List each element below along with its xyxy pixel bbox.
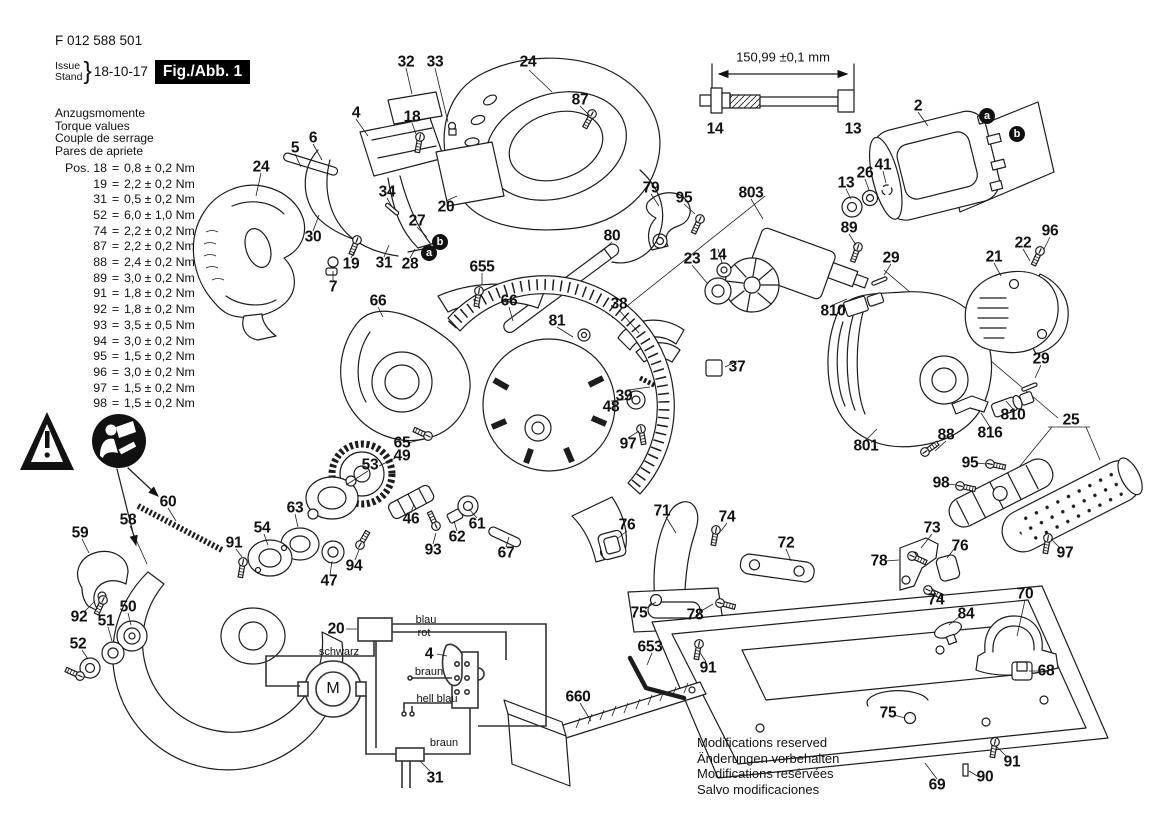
torque-row — [55, 302, 195, 318]
part-callout: 96 — [1041, 222, 1059, 240]
torque-pos: 92 — [93, 302, 107, 317]
part-callout: 816 — [977, 424, 1003, 442]
part-callout: 75 — [879, 704, 897, 722]
part-callout: 48 — [602, 398, 620, 416]
torque-pos: 52 — [93, 207, 107, 222]
part-callout: 78 — [686, 606, 704, 624]
torque-value: 3,0 ± 0,2 Nm — [124, 270, 195, 285]
torque-value: 1,5 ± 0,2 Nm — [124, 396, 195, 411]
torque-eq: = — [111, 192, 120, 207]
torque-eq: = — [111, 176, 120, 191]
torque-row — [55, 334, 195, 350]
torque-eq: = — [111, 286, 120, 301]
torque-value: 1,8 ± 0,2 Nm — [124, 302, 195, 317]
part-callout: 84 — [957, 605, 975, 623]
part-callout: 97 — [1056, 544, 1074, 562]
part-callout: 38 — [610, 295, 628, 313]
part-callout: 62 — [448, 528, 466, 546]
wire-color-label: hell blau — [416, 693, 458, 705]
torque-eq: = — [111, 255, 120, 270]
part-callout: 54 — [253, 519, 271, 537]
torque-eq: = — [111, 349, 120, 364]
brace-glyph: } — [83, 57, 92, 85]
part-callout: 28 — [401, 255, 419, 273]
part-callout: 31 — [375, 254, 393, 272]
torque-rows — [55, 161, 195, 412]
modifications-note — [697, 735, 839, 797]
torque-eq: = — [111, 364, 120, 379]
part-callout: 78 — [870, 552, 888, 570]
wire-color-label: braun — [414, 666, 444, 678]
part-callout: 19 — [342, 255, 360, 273]
part-callout: 53 — [361, 456, 379, 474]
part-callout: 80 — [603, 227, 621, 245]
part-callout: 60 — [159, 493, 177, 511]
part-callout: 72 — [777, 534, 795, 552]
issue-label: Issue — [55, 59, 81, 72]
torque-pos: 96 — [93, 364, 107, 379]
part-callout: 41 — [874, 156, 892, 174]
modifications-note-line: Modifications reserved — [697, 735, 828, 750]
part-callout: 4 — [351, 104, 361, 122]
torque-pos: 93 — [93, 317, 107, 332]
part-callout: 70 — [1016, 585, 1034, 603]
torque-row — [55, 318, 195, 334]
left-handle-drawing — [193, 185, 304, 340]
part-callout: 67 — [497, 544, 515, 562]
part-callout: 33 — [426, 53, 444, 71]
part-callout: 6 — [308, 129, 318, 147]
end-cap-drawing — [965, 271, 1068, 354]
part-callout: 50 — [119, 598, 137, 616]
torque-value: 1,8 ± 0,2 Nm — [124, 286, 195, 301]
part-callout: 30 — [304, 228, 322, 246]
torque-eq: = — [111, 302, 120, 317]
torque-row — [55, 271, 195, 287]
dimension-drawing — [712, 64, 854, 97]
torque-row — [55, 255, 195, 271]
part-callout: 4 — [424, 645, 434, 663]
issue-row — [55, 57, 250, 86]
part-callout: 97 — [619, 435, 637, 453]
torque-pos: 88 — [93, 255, 107, 270]
part-callout: 71 — [653, 502, 671, 520]
part-callout: 74 — [927, 591, 945, 609]
part-callout: 92 — [70, 608, 88, 626]
torque-pos: 97 — [93, 380, 107, 395]
wire-color-label: rot — [417, 627, 431, 639]
terminal-37-drawing — [706, 360, 722, 376]
torque-pos: 74 — [93, 223, 107, 238]
part-callout: 58 — [119, 511, 137, 529]
torque-row — [55, 286, 195, 302]
part-callout: 18 — [403, 108, 421, 126]
variant-badge: b — [1009, 126, 1025, 142]
part-callout: 68 — [1037, 662, 1055, 680]
part-callout: 27 — [408, 212, 426, 230]
part-callout: 73 — [923, 519, 941, 537]
part-callout: 52 — [69, 635, 87, 653]
torque-eq: = — [111, 270, 120, 285]
part-callout: 76 — [618, 516, 636, 534]
torque-row — [55, 239, 195, 255]
part-callout: 21 — [985, 248, 1003, 266]
torque-value: 0,5 ± 0,2 Nm — [124, 192, 195, 207]
torque-pos: 89 — [93, 270, 107, 285]
torque-value: 6,0 ± 1,0 Nm — [124, 207, 195, 222]
part-callout: 22 — [1014, 234, 1032, 252]
part-callout: 810 — [820, 302, 846, 320]
part-callout: 66 — [369, 292, 387, 310]
pin-29-left — [871, 276, 887, 285]
torque-row — [55, 349, 195, 365]
part-callout: 90 — [976, 768, 994, 786]
part-callout: 801 — [853, 437, 879, 455]
torque-eq: = — [111, 333, 120, 348]
part-callout: 25 — [1062, 411, 1080, 429]
torque-eq: = — [111, 160, 120, 175]
torque-table — [55, 107, 195, 412]
part-callout: 91 — [225, 534, 243, 552]
wire-color-label: braun — [429, 737, 459, 749]
torque-value: 3,0 ± 0,2 Nm — [124, 333, 195, 348]
wire-color-label: schwarz — [318, 646, 360, 658]
part-callout: 34 — [378, 183, 396, 201]
part-callout: 29 — [882, 249, 900, 267]
stand-label: Stand — [55, 70, 83, 83]
torque-eq: = — [111, 223, 120, 238]
torque-eq: = — [111, 380, 120, 395]
torque-row — [55, 365, 195, 381]
document-part-number: F 012 588 501 — [55, 33, 143, 48]
part-callout: 24 — [252, 158, 270, 176]
torque-row — [55, 177, 195, 193]
torque-title: Pares de apriete — [55, 144, 144, 159]
part-callout: 87 — [571, 91, 589, 109]
wire-color-label: blau — [415, 614, 437, 626]
torque-pos: 95 — [93, 349, 107, 364]
modifications-note-line: Modifications resérvées — [697, 766, 834, 782]
part-callout: 76 — [951, 537, 969, 555]
torque-row — [55, 224, 195, 240]
part-callout: 26 — [856, 164, 874, 182]
variant-badge: a — [979, 108, 995, 124]
torque-pos: 19 — [93, 176, 107, 191]
part-callout: 98 — [932, 474, 950, 492]
part-callout: 31 — [426, 769, 444, 787]
part-callout: 46 — [402, 510, 420, 528]
part-callout: 51 — [97, 612, 115, 630]
part-callout: 88 — [937, 426, 955, 444]
part-callout: 93 — [424, 541, 442, 559]
variant-badge: a — [421, 245, 437, 261]
part-callout: 39 — [615, 387, 633, 405]
part-callout: 7 — [328, 278, 338, 296]
torque-value: 2,2 ± 0,2 Nm — [124, 176, 195, 191]
part-callout: 23 — [683, 250, 701, 268]
dimension-label: 150,99 ±0,1 mm — [736, 49, 830, 65]
part-callout: 69 — [928, 776, 946, 794]
torque-value: 3,0 ± 0,2 Nm — [124, 364, 195, 379]
part-callout: 660 — [565, 688, 591, 706]
part-callout: 29 — [1032, 350, 1050, 368]
part-callout: 95 — [675, 189, 693, 207]
motor-symbol-label: M — [326, 680, 340, 697]
torque-eq: = — [111, 207, 120, 222]
figure-label: Fig./Abb. 1 — [155, 60, 250, 84]
torque-pos: 31 — [93, 192, 107, 207]
torque-value: 2,4 ± 0,2 Nm — [124, 255, 195, 270]
part-callout: 653 — [637, 638, 663, 656]
part-callout: 13 — [844, 120, 862, 138]
torque-title: Torque values — [55, 118, 130, 133]
issue-date: 18-10-17 — [93, 64, 148, 79]
part-callout: 89 — [840, 219, 858, 237]
part-callout: 20 — [437, 198, 455, 216]
torque-pos: 94 — [93, 333, 107, 348]
torque-value: 0,8 ± 0,2 Nm — [124, 160, 195, 175]
part-callout: 49 — [393, 447, 411, 465]
part-callout: 24 — [519, 53, 537, 71]
torque-row — [55, 396, 195, 412]
warning-icons — [20, 412, 158, 545]
modifications-note-line: Änderungen vorbehalten — [697, 750, 840, 766]
torque-eq: = — [111, 317, 120, 332]
part-callout: 63 — [286, 499, 304, 517]
modifications-note-line: Salvo modificaciones — [697, 781, 820, 797]
part-callout: 75 — [630, 604, 648, 622]
part-callout: 74 — [718, 508, 736, 526]
part-callout: 14 — [709, 246, 727, 264]
torque-value: 3,5 ± 0,5 Nm — [124, 317, 195, 332]
part-callout: 37 — [728, 358, 746, 376]
part-callout: 91 — [699, 659, 717, 677]
part-callout: 32 — [397, 53, 415, 71]
torque-value: 2,2 ± 0,2 Nm — [124, 223, 195, 238]
torque-row — [55, 192, 195, 208]
part-callout: 47 — [320, 572, 338, 590]
torque-row — [55, 381, 195, 397]
armature-shaft-drawing — [700, 88, 854, 113]
torque-title: Anzugsmomente — [55, 106, 146, 120]
part-callout: 14 — [706, 120, 724, 138]
part-callout: 91 — [1003, 753, 1021, 771]
pin-29-right — [1021, 382, 1037, 391]
part-callout: 59 — [71, 524, 89, 542]
part-callout: 810 — [1000, 406, 1026, 424]
part-callout: 13 — [837, 174, 855, 192]
torque-pos: Pos. 18 — [64, 160, 107, 175]
torque-title: Couple de serrage — [55, 131, 154, 146]
torque-pos: 87 — [93, 239, 107, 254]
part-callout: 655 — [469, 258, 495, 276]
armature-rings — [705, 263, 731, 304]
torque-eq: = — [111, 239, 120, 254]
torque-pos: 91 — [93, 286, 107, 301]
part-callout: 66 — [500, 292, 518, 310]
wiring-diagram — [266, 618, 546, 788]
part-callout: 95 — [961, 454, 979, 472]
variant-badge: b — [432, 234, 448, 250]
torque-pos: 98 — [93, 396, 107, 411]
torque-row — [55, 208, 195, 224]
torque-value: 1,5 ± 0,2 Nm — [124, 380, 195, 395]
part-callout: 81 — [548, 312, 566, 330]
torque-row — [55, 161, 195, 177]
part-callout: 61 — [468, 515, 486, 533]
torque-eq: = — [111, 396, 120, 411]
torque-value: 1,5 ± 0,2 Nm — [124, 349, 195, 364]
part-callout: 65 — [393, 434, 411, 452]
gear-spindle-drawing — [236, 426, 522, 578]
part-callout: 79 — [642, 179, 660, 197]
part-callout: 5 — [290, 139, 300, 157]
torque-value: 2,2 ± 0,2 Nm — [124, 239, 195, 254]
part-callout: 803 — [738, 184, 764, 202]
part-callout: 20 — [327, 620, 345, 638]
part-callout: 94 — [345, 557, 363, 575]
part-callout: 2 — [913, 97, 923, 115]
